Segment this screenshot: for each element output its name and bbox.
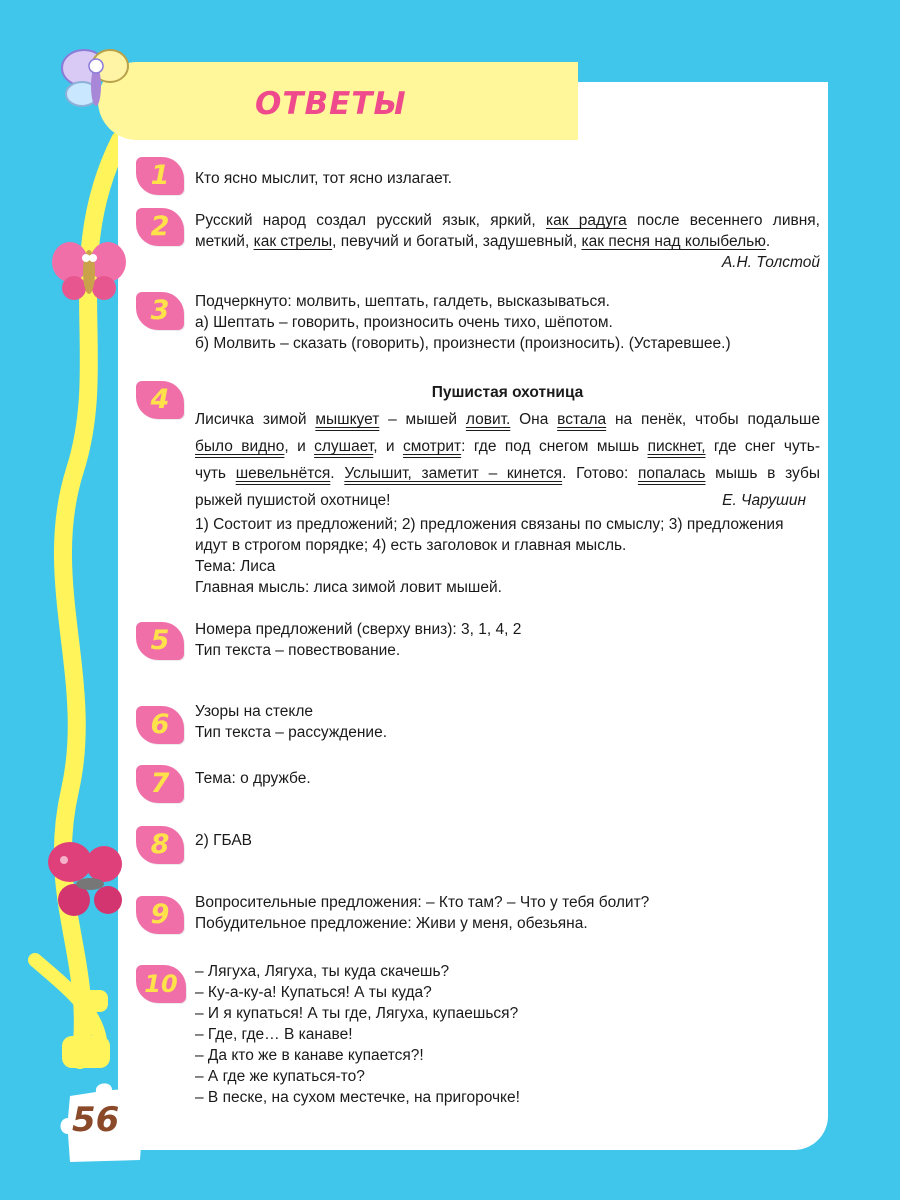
text-segment: – мышей	[379, 411, 466, 428]
answer-9-line: Побудительное предложение: Живи у меня, обезьяна.	[195, 915, 588, 932]
answer-3	[195, 291, 820, 354]
predicate: смотрит	[402, 438, 462, 455]
answer-badge-2: 2	[136, 208, 184, 246]
dialogue-line: – Да кто же в канаве купается?!	[195, 1047, 424, 1064]
answer-2-line-1	[195, 210, 820, 231]
answer-6-line: Узоры на стекле	[195, 703, 313, 720]
answer-10	[195, 961, 820, 1108]
dialogue-line: – И я купаться! А ты где, Лягуха, купаешься?	[195, 1005, 519, 1022]
text-segment: чуть	[195, 465, 236, 482]
answer-4-note: Тема: Лиса	[195, 558, 276, 575]
page-title: ОТВЕТЫ	[255, 86, 407, 122]
text-segment: Русский народ создал русский язык, яркий,	[195, 212, 546, 229]
answer-6	[195, 701, 820, 743]
predicate: мышкует	[315, 411, 380, 428]
answer-1-line: Кто ясно мыслит, тот ясно излагает.	[195, 170, 452, 187]
predicate: было видно	[195, 438, 285, 455]
predicate: встала	[557, 411, 607, 428]
answer-8	[195, 830, 820, 851]
answer-badge-10: 10	[136, 965, 186, 1003]
answer-3-line: а) Шептать – говорить, произносить очень тихо, шёпотом.	[195, 314, 613, 331]
predicate: пискнет,	[647, 438, 706, 455]
answer-9-line: Вопросительные предложения: – Кто там? – Что у тебя болит?	[195, 894, 650, 911]
text-segment: , и	[284, 438, 315, 455]
text-segment: меткий,	[195, 233, 254, 250]
text-segment: мышь в зубы	[705, 465, 820, 482]
answer-4-note: 1) Состоит из предложений; 2) предложения связаны по смыслу; 3) предложения	[195, 516, 784, 533]
answer-4-author: Е. Чарушин	[722, 492, 806, 509]
text-segment: .	[765, 233, 771, 250]
predicate: попалась	[637, 465, 706, 482]
text-segment: , певучий и богатый, задушевный,	[332, 233, 582, 250]
answer-4-title: Пушистая охотница	[431, 384, 584, 401]
answer-7	[195, 768, 820, 789]
answer-4-line-3	[195, 460, 820, 487]
text-segment: : где под снегом мышь	[461, 438, 648, 455]
answer-8-line: 2) ГБАВ	[195, 832, 252, 849]
answer-badge-8: 8	[136, 826, 184, 864]
dialogue-line: – В песке, на сухом местечке, на пригорочке!	[195, 1089, 520, 1106]
answer-badge-9: 9	[136, 896, 184, 934]
predicate: ловит.	[465, 411, 511, 428]
ladybug-butterfly-icon	[44, 838, 128, 924]
answer-badge-3: 3	[136, 292, 184, 330]
answer-badge-4: 4	[136, 381, 184, 419]
butterfly-icon	[56, 44, 136, 116]
predicate: слушает	[314, 438, 374, 455]
dialogue-line: – Ку-а-ку-а! Купаться! А ты куда?	[195, 984, 432, 1001]
predicate: Услышит, заметит – кинется	[344, 465, 563, 482]
answer-badge-1: 1	[136, 157, 184, 195]
answer-4-line-4	[195, 487, 820, 514]
text-segment: , и	[373, 438, 403, 455]
pink-butterfly-icon	[50, 236, 128, 306]
answer-3-line: Подчеркнуто: молвить, шептать, галдеть, высказываться.	[195, 293, 610, 310]
underlined-phrase: как стрелы	[253, 233, 333, 250]
answer-4-note: идут в строгом порядке; 4) есть заголовок и главная мысль.	[195, 537, 627, 554]
text-segment: после весеннего ливня,	[626, 212, 820, 229]
page-number: 56	[72, 1100, 120, 1140]
dialogue-line: – А где же купаться-то?	[195, 1068, 365, 1085]
text-segment: Она	[510, 411, 558, 428]
text-segment: . Готово:	[562, 465, 638, 482]
dialogue-line: – Где, где… В канаве!	[195, 1026, 353, 1043]
answer-1	[195, 168, 820, 189]
text-segment: где снег чуть-	[705, 438, 821, 455]
answer-badge-6: 6	[136, 706, 184, 744]
text-segment: рыжей пушистой охотнице!	[195, 492, 391, 509]
answer-badge-7: 7	[136, 765, 184, 803]
answer-4-note: Главная мысль: лиса зимой ловит мышей.	[195, 579, 502, 596]
underlined-phrase: как песня над колыбелью	[581, 233, 766, 250]
answer-2	[195, 210, 820, 273]
answer-2-author: А.Н. Толстой	[721, 254, 820, 271]
answer-9	[195, 892, 820, 934]
answer-7-line: Тема: о дружбе.	[195, 770, 311, 787]
answer-4-line-2	[195, 433, 820, 460]
text-segment: Лисичка зимой	[195, 411, 316, 428]
answer-5-line: Номера предложений (сверху вниз): 3, 1, 4, 2	[195, 621, 522, 638]
dialogue-line: – Лягуха, Лягуха, ты куда скачешь?	[195, 963, 450, 980]
answer-5-line: Тип текста – повествование.	[195, 642, 401, 659]
answer-4-line-1	[195, 406, 820, 433]
answer-badge-5: 5	[136, 622, 184, 660]
answer-6-line: Тип текста – рассуждение.	[195, 724, 388, 741]
answer-5	[195, 619, 820, 661]
text-segment: на пенёк, чтобы подальше	[606, 411, 820, 428]
answer-2-line-2	[195, 231, 820, 252]
text-segment: .	[330, 465, 345, 482]
answer-3-line: б) Молвить – сказать (говорить), произнести (произносить). (Устаревшее.)	[195, 335, 731, 352]
predicate: шевельнётся	[235, 465, 331, 482]
underlined-phrase: как радуга	[545, 212, 627, 229]
answer-4	[195, 379, 820, 598]
